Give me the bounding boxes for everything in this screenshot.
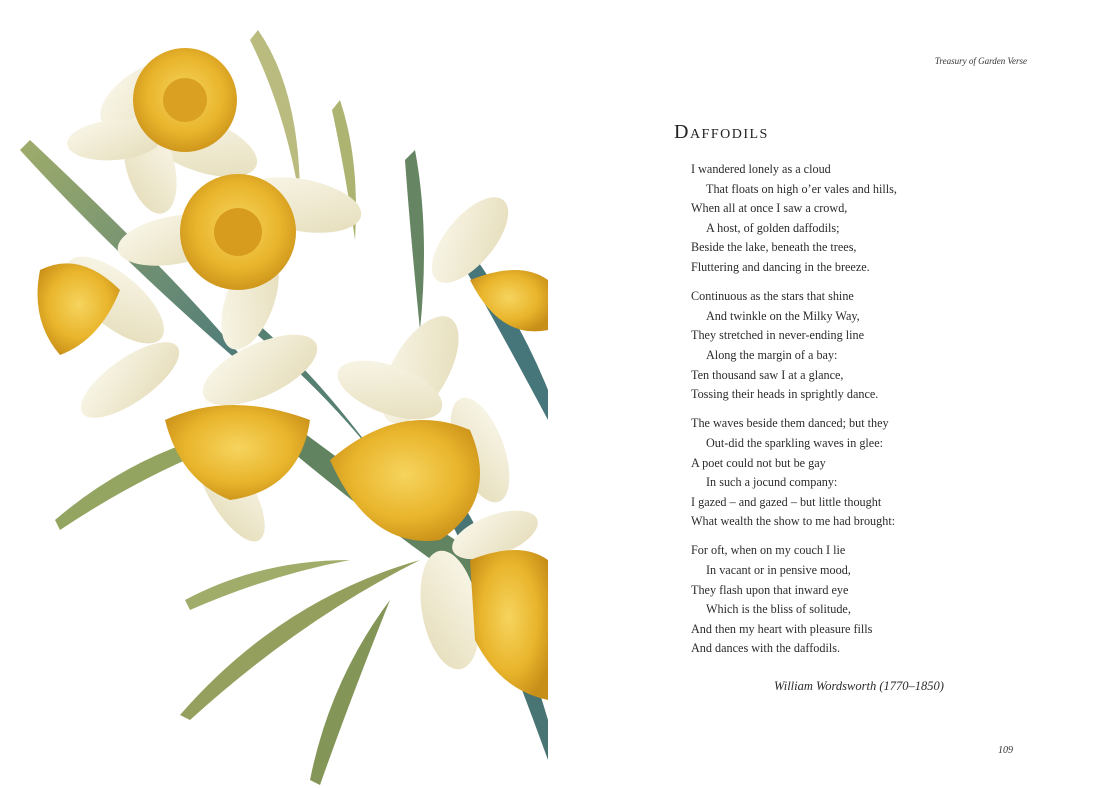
poem-body (691, 160, 1021, 669)
text-page (548, 0, 1095, 788)
poem-line: Out-did the sparkling waves in glee: (706, 435, 884, 450)
poem-line: Which is the bliss of solitude, (706, 602, 851, 617)
poem-line: What wealth the show to me had brought: (691, 514, 896, 529)
poem-title: Daffodils (674, 121, 769, 143)
daffodil-flower (165, 320, 327, 551)
stanza (691, 160, 1021, 278)
poem-line: I gazed – and gazed – but little thought (691, 494, 882, 509)
poem-line: A poet could not but be gay (691, 455, 826, 470)
page-number: 109 (998, 745, 1013, 756)
poem-line: That floats on high o’er vales and hills, (706, 181, 897, 196)
poem-line: Ten thousand saw I at a glance, (691, 367, 844, 382)
stanza (691, 541, 1021, 659)
poem-line: They stretched in never-ending line (691, 328, 865, 343)
daffodil-flower (38, 242, 191, 432)
poem-line: Beside the lake, beneath the trees, (691, 240, 857, 255)
poem-line: They flash upon that inward eye (691, 582, 849, 597)
daffodil-flower (330, 304, 521, 541)
poem-line: I wandered lonely as a cloud (691, 162, 831, 176)
poem-line: In such a jocund company: (706, 475, 838, 490)
stanza (691, 414, 1021, 532)
stanza (691, 287, 1021, 405)
poem-line: Continuous as the stars that shine (691, 289, 854, 304)
poem-line: Fluttering and dancing in the breeze. (691, 259, 870, 274)
running-head: Treasury of Garden Verse (934, 56, 1027, 66)
poem-attribution: William Wordsworth (1770–1850) (774, 679, 944, 693)
poem-line: For oft, when on my couch I lie (691, 543, 846, 558)
poem-line: The waves beside them danced; but they (691, 416, 889, 431)
daffodil-flower (418, 185, 548, 332)
poem-line: And then my heart with pleasure fills (691, 621, 873, 636)
poem-line: And dances with the daffodils. (691, 641, 841, 656)
poem-line: And twinkle on the Milky Way, (706, 308, 860, 323)
poem-line: When all at once I saw a crowd, (691, 201, 848, 216)
poem-line: Tossing their heads in sprightly dance. (691, 387, 879, 402)
poem-line: Along the margin of a bay: (706, 347, 838, 362)
poem-line: In vacant or in pensive mood, (706, 563, 851, 578)
poem-line: A host, of golden daffodils; (706, 220, 840, 235)
